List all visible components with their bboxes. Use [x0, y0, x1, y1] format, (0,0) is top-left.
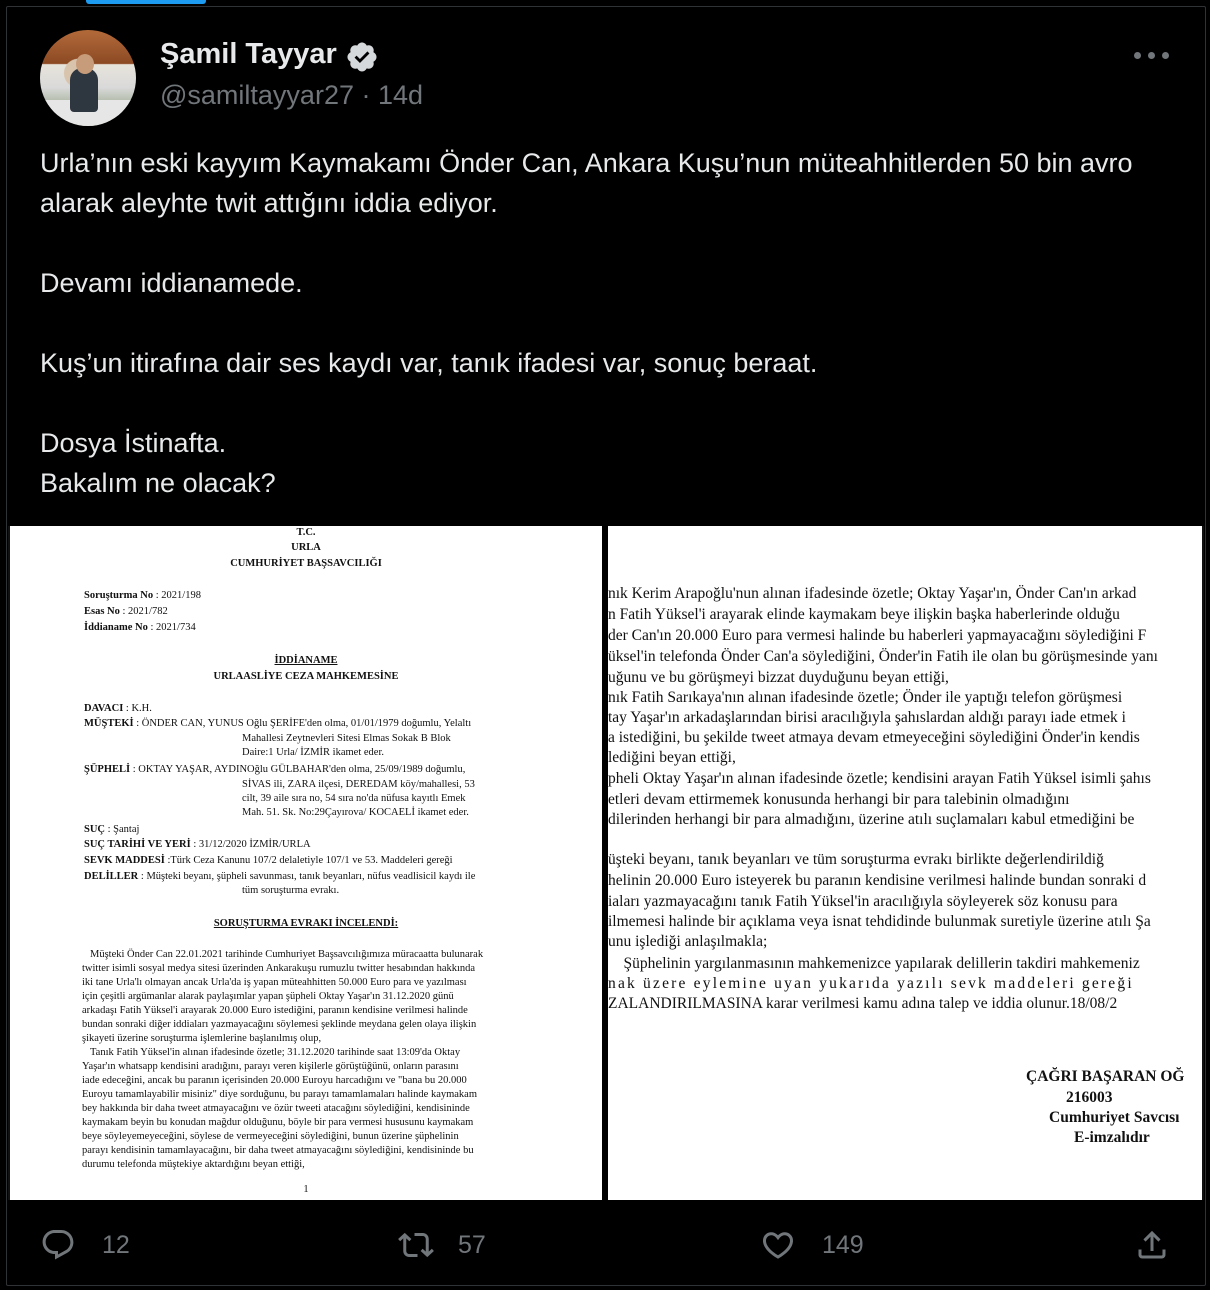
- doc-label: SUÇ TARİHİ VE YERİ: [84, 839, 191, 850]
- doc2-line: ZALANDIRILMASINA karar verilmesi kamu adına talep ve iddia olunur.18/08/2: [608, 995, 1118, 1012]
- tweet-line: Devamı iddianamede.: [40, 268, 303, 298]
- document-page-1[interactable]: [10, 526, 602, 1200]
- signature-number: 216003: [1066, 1089, 1113, 1106]
- tweet-line: Kuş’un itirafına dair ses kaydı var, tanık ifadesi var, sonuç beraat.: [40, 348, 818, 378]
- like-button[interactable]: [760, 1215, 864, 1275]
- doc-value: : 2021/198: [155, 590, 201, 601]
- tweet-media[interactable]: [8, 526, 1204, 1200]
- doc2-line: helinin 20.000 Euro isteyerek bu paranın kendisine verilmesi halinde bundan sonraki d: [608, 872, 1147, 889]
- doc-value: : 2021/734: [150, 622, 196, 633]
- doc2-line: etleri devam ettirmemek konusunda herhangi bir para talebinin olmadığını: [608, 791, 1070, 808]
- share-button[interactable]: [1134, 1215, 1170, 1275]
- retweet-count: 57: [458, 1230, 486, 1259]
- heart-icon: [760, 1227, 796, 1263]
- doc-label: SEVK MADDESİ: [84, 855, 165, 866]
- tweet-time[interactable]: 14d: [377, 80, 424, 110]
- active-tab-indicator: [86, 0, 206, 4]
- doc-line: Daire:1 Urla/ İZMİR ikamet eder.: [242, 747, 384, 758]
- author-handle[interactable]: [160, 80, 423, 111]
- doc-label: İddianame No: [84, 622, 148, 633]
- doc-label: DAVACI: [84, 703, 124, 714]
- doc-court: URLAASLİYE CEZA MAHKEMESİNE: [213, 671, 399, 682]
- doc-body-line: iki tane Urla'lı olmayan ancak Urla'da iş yapan müteahhitten 50.000 Euro para ve yazılması: [82, 977, 467, 988]
- doc2-line: dilerinden herhangi bir para almadığını, üzerine atılı suçlamaları kabul etmediğini be: [608, 811, 1135, 828]
- doc-body-line: iade edeceğini, ancak bu paranın içerisinden 20.000 Euroyu harcadığını ve "bana bu 20.000: [82, 1075, 467, 1086]
- doc-label: DELİLLER: [84, 871, 139, 882]
- doc-tc: T.C.: [296, 527, 316, 538]
- doc2-line: der Can'ın 20.000 Euro para vermesi halinde bu haberleri yapmayacağını söylediğini F: [608, 627, 1147, 644]
- author-name[interactable]: Şamil Tayyar: [160, 38, 337, 70]
- doc-office: CUMHURİYET BAŞSAVCILIĞI: [230, 558, 382, 569]
- doc-line: cilt, 39 aile sıra no, 54 sıra no'da nüfusa kayıtlı Emek: [242, 793, 466, 804]
- doc-value: : ÖNDER CAN, YUNUS Oğlu ŞERİFE'den olma, 01/01/1979 doğumlu, Yelaltı: [136, 718, 472, 729]
- doc2-line: ilmemesi halinde bir açıklama veya isnat tehdidinde bulunmak suretiyle üzerine atılı Şa: [608, 913, 1151, 930]
- reply-count: 12: [102, 1230, 130, 1259]
- doc-body-line: için çeşitli argümanlar alarak paylaşımlar yapan şüpheli Oktay Yaşar'ın 31.12.2020 günü: [82, 991, 454, 1002]
- reply-button[interactable]: [40, 1215, 130, 1275]
- tweet-text: [40, 143, 1160, 503]
- doc-body-line: parayı kendisinin tamamlayacağını, bir daha tweet atmayacağını söylediğini, kendisininde bu: [82, 1145, 474, 1156]
- doc-label: Esas No: [84, 606, 120, 617]
- doc-label: ŞÜPHELİ: [84, 764, 131, 775]
- doc2-line: a istediğini, bu şekilde tweet atmaya devam etmeyeceğini söylediğini Önder'in kendis: [608, 729, 1140, 746]
- doc2-line: tay Yaşar'ın arkadaşlarından birisi aracılığıyla şahıslardan aldığı parayı iade etmek i: [608, 709, 1126, 726]
- doc-page-number: 1: [303, 1184, 309, 1195]
- doc-body-line: beye söyleyemeyeceğini, söylese de vermeyeceğini söylediğini, bunun üzerine şüphelinin: [82, 1131, 459, 1142]
- doc-value: : Şantaj: [107, 824, 140, 835]
- doc-value: : 2021/782: [122, 606, 168, 617]
- doc2-line: iaları yazmayacağını tanık Fatih Yüksel'in aracılığıyla söyleyerek söz konusu para: [608, 893, 1118, 910]
- avatar-face: [76, 54, 94, 74]
- share-icon: [1134, 1227, 1170, 1263]
- doc-line: SİVAS ili, ZARA ilçesi, DEREDAM köy/mahallesi, 53: [242, 779, 475, 790]
- tweet-line: Dosya İstinafta.: [40, 428, 227, 458]
- doc-line: Mah. 51. Sk. No:29Çayırova/ KOCAELİ ikamet eder.: [242, 807, 469, 818]
- doc2-line: pheli Oktay Yaşar'ın alınan ifadesinde özetle; kendisini arayan Fatih Yüksel isimli şahıs: [608, 770, 1151, 787]
- tweet-line: Urla’nın eski kayyım Kaymakamı Önder Can, Ankara Kuşu’nun müteahhitlerden 50 bin avro alarak aleyhte twit attığını iddia ediyor.: [40, 148, 1133, 218]
- like-count: 149: [822, 1230, 864, 1259]
- doc2-line: nık Kerim Arapoğlu'nun alınan ifadesinde özetle; Oktay Yaşar'ın, Önder Can'ın arkad: [608, 585, 1137, 602]
- more-options-icon[interactable]: [1132, 44, 1172, 68]
- doc-title: İDDİANAME: [274, 655, 338, 666]
- doc-body-line: arkadaşı Fatih Yüksel'i arayarak 20.000 Euro istediğini, paranın kendisine verilmesi halinde: [82, 1005, 468, 1016]
- handle-text: @samiltayyar27: [160, 80, 354, 110]
- top-indicator: [0, 0, 1210, 4]
- doc-body-line: twitter isimli sosyal medya sitesi üzerinden Ankarakuşu rumuzlu twitter hesabından hakkında: [82, 963, 476, 974]
- doc2-line: üksel'in telefonda Önder Can'a söylediğini, Önder'in Fatih ile olan bu görüşmesinde yanı: [608, 648, 1158, 665]
- doc-body-line: Tanık Fatih Yüksel'in alınan ifadesinde özetle; 31.12.2020 tarihinde saat 13:09'da Oktay: [90, 1047, 461, 1058]
- doc-body-line: Müşteki Önder Can 22.01.2021 tarihinde Cumhuriyet Başsavcılığımıza müracaatta bulunarak: [90, 949, 484, 960]
- doc-value: : Müşteki beyanı, şüpheli savunması, tanık beyanları, nüfus veadlisicil kaydı ile: [140, 871, 476, 882]
- doc2-line: unu işlediği anlaşılmakla;: [608, 933, 768, 950]
- doc2-line: n Fatih Yüksel'i arayarak elinde kaymakam beye ilişkin başka haberlerinde olduğu: [608, 606, 1120, 623]
- doc-city: URLA: [291, 542, 321, 553]
- doc-label: MÜŞTEKİ: [84, 718, 134, 729]
- doc-value: : OKTAY YAŞAR, AYDINOğlu GÜLBAHAR'den olma, 25/09/1989 doğumlu,: [132, 764, 466, 775]
- doc2-line: nak üzere eylemine uyan yukarıda yazılı sevk maddeleri gereği: [608, 975, 1134, 992]
- doc-value: :Türk Ceza Kanunu 107/2 delaletiyle 107/1 ve 53. Maddeleri gereği: [167, 855, 453, 866]
- doc2-line: lediğini beyan ettiği,: [608, 749, 736, 766]
- doc2-line: uğunu ve bu görüşmeyi bizzat duyduğunu beyan ettiği,: [608, 669, 949, 686]
- doc-value: : 31/12/2020 İZMİR/URLA: [193, 839, 311, 850]
- retweet-button[interactable]: [398, 1215, 486, 1275]
- signature-name: ÇAĞRI BAŞARAN OĞ: [1026, 1068, 1185, 1085]
- avatar-person: [70, 68, 98, 112]
- doc-label: Soruşturma No: [84, 590, 154, 601]
- signature-note: E-imzalıdır: [1074, 1129, 1150, 1146]
- doc-body-line: bey hakkında bir daha tweet atmayacağını ve özür tweeti atacağını söylediğini, kendisininde: [82, 1103, 470, 1114]
- avatar[interactable]: [40, 30, 136, 126]
- doc-value: : K.H.: [125, 703, 152, 714]
- doc-body-line: Euroyu tamamlayabilir misiniz" diye sorduğunu, bu parayı tamamlamaları halinde kaymakam: [82, 1089, 478, 1100]
- doc-section-title: SORUŞTURMA EVRAKI İNCELENDİ:: [213, 918, 399, 929]
- doc-body-line: bundan sonraki diğer iddiaları yazmayacağını söylemesi şeklinde meydana gelen olaya ilişkin: [82, 1019, 477, 1030]
- doc-line: tüm soruşturma evrakı.: [242, 885, 340, 896]
- doc2-line: Şüphelinin yargılanmasının mahkemenizce yapılarak delillerin takdiri mahkemeniz: [608, 955, 1140, 972]
- tweet-line: Bakalım ne olacak?: [40, 468, 276, 498]
- tweet-actions: [0, 1215, 1210, 1275]
- doc-body-line: Yaşar'ın whatsapp kendisini aradığını, parayı veren kişilerle görüştüğünü, onların parasını: [82, 1061, 459, 1072]
- doc-line: Mahallesi Zeytnevleri Sitesi Elmas Sokak B Blok: [242, 733, 451, 744]
- document-page-2[interactable]: [608, 526, 1202, 1200]
- doc-body-line: durumu telefonda müştekiye aktardığını beyan ettiği,: [82, 1159, 305, 1170]
- doc2-line: üşteki beyanı, tanık beyanları ve tüm soruşturma evrakı birlikte değerlendirildiğ: [608, 851, 1104, 868]
- doc2-line: nık Fatih Sarıkaya'nın alınan ifadesinde özetle; Önder ile yaptığı telefon görüşmesi: [608, 689, 1123, 706]
- signature-title: Cumhuriyet Savcısı: [1049, 1109, 1180, 1126]
- handle-separator: ·: [353, 80, 378, 110]
- reply-icon: [40, 1227, 76, 1263]
- doc-body-line: kaymakam beyin bu konudan mağdur olduğunu, böyle bir para vermesi hususunu kaymakam: [82, 1117, 474, 1128]
- doc-body-line: şikayeti üzerine soruşturma işlemlerine başlanılmış olup,: [82, 1033, 322, 1044]
- doc-label: SUÇ: [84, 824, 106, 835]
- verified-badge-icon: [345, 40, 379, 74]
- retweet-icon: [398, 1227, 434, 1263]
